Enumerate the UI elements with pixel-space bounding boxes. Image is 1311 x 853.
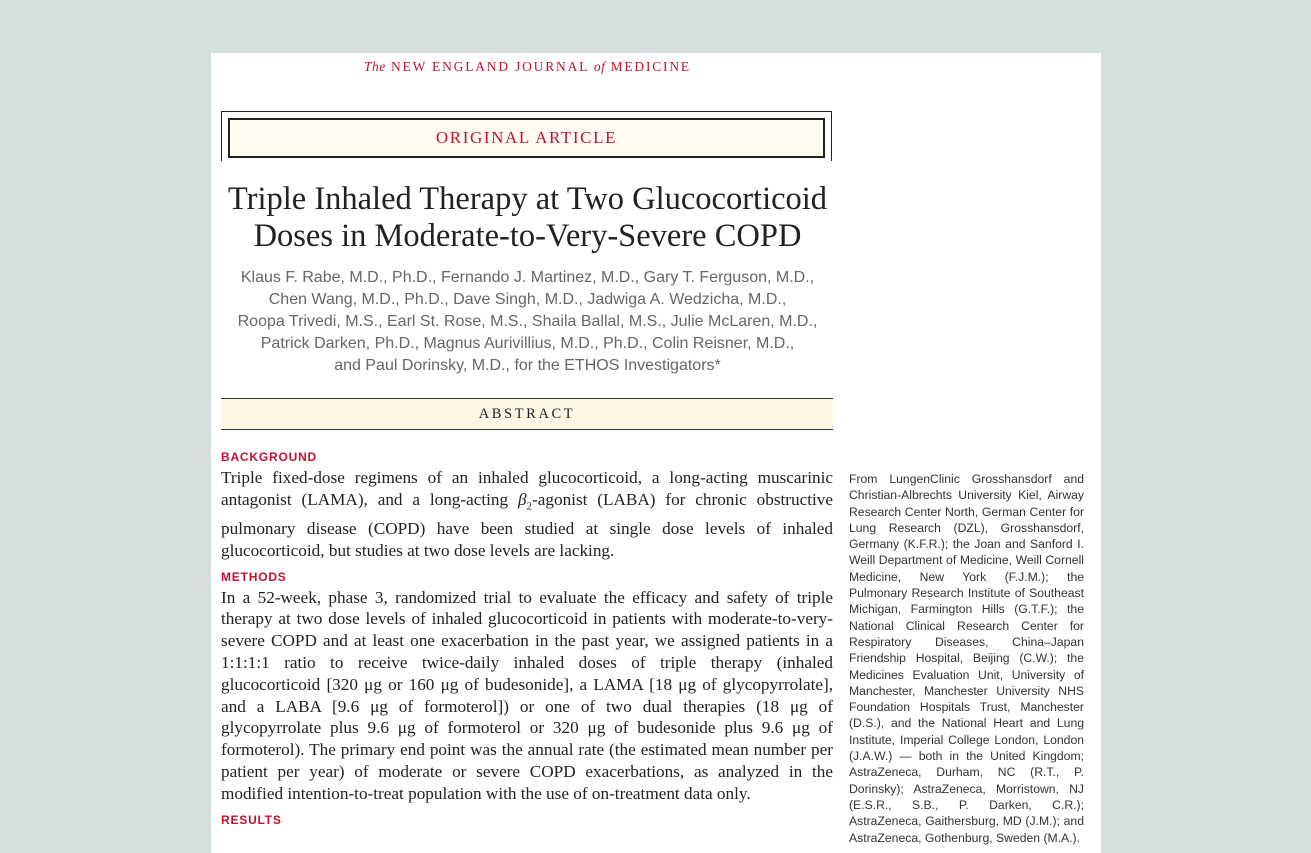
title-line-1: Triple Inhaled Therapy at Two Glucocorticoid	[227, 181, 828, 217]
beta-symbol: β	[517, 489, 527, 509]
author-line: Chen Wang, M.D., Ph.D., Dave Singh, M.D., Jadwiga A. Wedzicha, M.D.,	[268, 291, 787, 308]
article-title	[211, 181, 844, 255]
journal-header	[211, 59, 844, 75]
article-type-label: ORIGINAL ARTICLE	[228, 118, 825, 158]
journal-header-the: The	[364, 59, 386, 74]
background-text-part-2: -agonist (LABA) for chronic obstructive pulmonary disease (COPD) have been studied at single dose levels of inhaled glucocorticoid, but studies at two dose levels are lacking.	[221, 489, 834, 560]
author-affiliations: From LungenClinic Grosshansdorf and Christian-Albrechts University Kiel, Airway Research Center North, German Center for Lung Research (DZL), Grosshansdorf, Germany (K.F.R.); the Joan and Sanford I. Weill Department of Medicine, Weill Cornell Medicine, New York (F.J.M.); the Pulmonary Research Institute of Southeast Michigan, Farmington Hills (G.T.F.); the National Clinical Research Center for Respiratory Diseases, China–Japan Friendship Hospital, Beijing (C.W.); the Medicines Evaluation Unit, University of Manchester, Manchester University NHS Foundation Hospitals Trust, Manchester (D.S.), and the National Heart and Lung Institute, Imperial College London, London (J.A.W.) — both in the United Kingdom; AstraZeneca, Durham, NC (R.T., P. Dorinsky); AstraZeneca, Morristown, NJ (E.S.R., S.B., P. Darken, C.R.); AstraZeneca, Gaithersburg, MD (J.M.); and AstraZeneca, Gothenburg, Sweden (M.A.).	[849, 472, 1084, 845]
abstract-body	[221, 447, 833, 830]
methods-text: In a 52-week, phase 3, randomized trial to evaluate the efficacy and safety of triple therapy at two dose levels of inhaled glucocorticoid in patients with moderate-to-very-severe COPD and at least one exacerbation in the past year, we assigned patients in a 1:1:1:1 ratio to receive twice-daily inhaled doses of triple therapy (inhaled glucocorticoid [320 μg or 160 μg of budesonide], a LAMA [18 μg of glycopyrrolate], and a LABA [9.6 μg of formoterol]) or one of two dual therapies (18 μg of glycopyrrolate plus 9.6 μg of formoterol or 320 μg of budesonide plus 9.6 μg of formoterol). The primary end point was the annual rate (the estimated mean number per patient per year) of moderate or severe COPD exacerbations, as analyzed in the modified intention-to-treat population with the use of on-treatment data only.	[221, 587, 833, 803]
background-label: BACKGROUND	[221, 450, 317, 464]
author-line: and Paul Dorinsky, M.D., for the ETHOS Investigators*	[334, 357, 721, 374]
author-line: Roopa Trivedi, M.S., Earl St. Rose, M.S., Shaila Ballal, M.S., Julie McLaren, M.D.,	[237, 313, 818, 330]
background-text-part-1: Triple fixed-dose regimens of an inhaled glucocorticoid, a long-acting muscarinic antagonist (LAMA), and a long-acting	[221, 468, 833, 509]
article-type-frame	[221, 111, 832, 161]
journal-header-name-1: NEW ENGLAND JOURNAL	[390, 59, 589, 74]
journal-header-of: of	[593, 59, 606, 74]
beta-subscript: 2	[526, 500, 533, 513]
author-line: Klaus F. Rabe, M.D., Ph.D., Fernando J. Martinez, M.D., Gary T. Ferguson, M.D.,	[240, 269, 815, 286]
methods-label: METHODS	[221, 569, 287, 584]
results-label: RESULTS	[221, 812, 282, 827]
background-text	[221, 467, 833, 562]
author-list	[211, 267, 844, 377]
article-page	[211, 53, 1101, 853]
journal-header-name-2: MEDICINE	[610, 59, 691, 74]
abstract-heading: ABSTRACT	[221, 398, 833, 430]
title-line-2: Doses in Moderate-to-Very-Severe COPD	[253, 218, 802, 254]
author-line: Patrick Darken, Ph.D., Magnus Aurivillius, M.D., Ph.D., Colin Reisner, M.D.,	[260, 335, 795, 352]
